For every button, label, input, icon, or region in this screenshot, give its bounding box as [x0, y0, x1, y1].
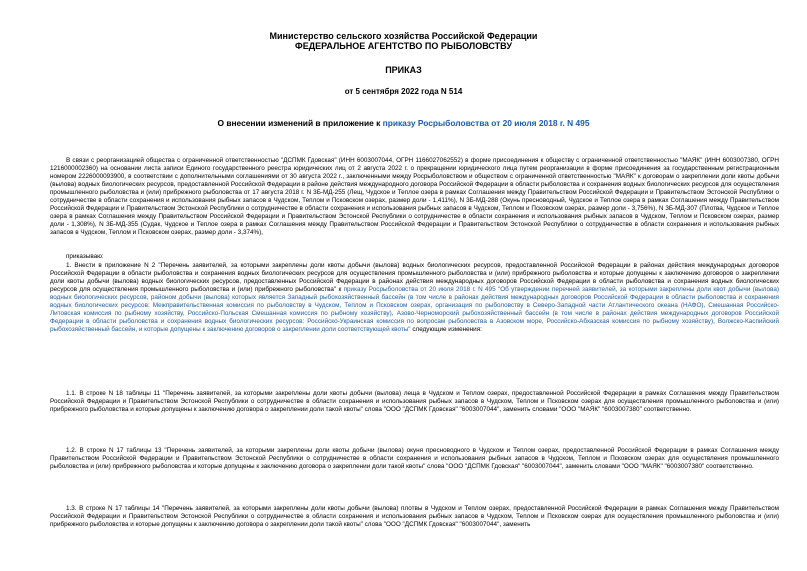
item-1-tail: следующие изменения:: [410, 326, 482, 334]
item-1-order-link[interactable]: приказу Росрыболовства от 20 июля 2018 г. N 495 "Об утверждении перечней заявителей, за которыми закреплены доли квот добычи (вылова) водных биологических ресурсов, районом добычи (вылова) которых является Западный рыбохозяйственный бассейн (в том числе в районах действия международных договоров Российской Федерации в области рыболовства и сохранения водных биологических ресурсов: Межправительственная комиссия по рыболовству в Чудском, Теплом и Псковском озерах, организация по рыболовству в Северо-Западной части Атлантического океана (НАФО), Смешанная Российско-Литовская комиссия по рыбному хозяйству, Российско-Польская Смешанная комиссия по рыбному хозяйству), Азово-Черноморский рыбохозяйственный бассейн (в том числе в районах действия международных договоров Российской Федерации в области рыболовства и сохранения водных биологических ресурсов: Российско-Украинская комиссия по вопросам рыболовства в Азовском море, Российско-Абхазская комиссия по рыбному хозяйству), Волжско-Каспийский рыбохозяйственный бассейн, и которые допущены к заключению договоров о закреплении доли соответствующей квоты": [50, 286, 779, 334]
agency-name: ФЕДЕРАЛЬНОЕ АГЕНТСТВО ПО РЫБОЛОВСТВУ: [295, 41, 512, 51]
paragraph-item-1-2: 1.2. В строке N 17 таблицы 13 "Перечень заявителей, за которыми закреплены доли квоты добычи (вылова) окуня пресноводного в Чудском и Теплом озерах, предоставленной Российской Федерации в рамках Соглашения между Правительством Российской Федерации и Правительством Эстонской Республики о сотрудничестве в области сохранения и использования рыбных запасов в Чудском, Теплом и Псковском озерах для осуществления промышленного рыболовства и (или) прибрежного рыболовства и которые допущены к заключению договора о закреплении доли такой квоты" слова "ООО "ДСПМК Гдовская" "6003007044", заменить словами "ООО "МАЯК" "6003007380" соответственно.: [50, 447, 779, 471]
paragraph-item-1: [50, 262, 779, 334]
paragraph-preamble: В связи с реорганизацией общества с ограниченной ответственностью "ДСПМК Гдовская" (ИНН 6003007044, ОГРН 1166027062552) в форме присоединения к обществу с ограниченной ответственностью "МАЯК" (ИНН 6003007380, ОГРН 1216000002360) на основании листа записи Единого государственного реестра юридических лиц от 2 августа 2022 г. о прекращении юридического лица путем реорганизации в форме присоединения за государственным регистрационным номером 2226000093900, в соответствии с дополнительными соглашениями от 30 августа 2022 г., заключенными между Росрыболовством и обществом с ограниченной ответственностью "МАЯК" к договорам о закреплении доли квоты добычи (вылова) водных биологических ресурсов, предоставленной Российской Федерации в районе действия международного договора Российской Федерации в области рыболовства и сохранения водных биологических ресурсов для осуществления промышленного рыболовства и (или) прибрежного рыболовства от 17 августа 2018 г. N 3Б-МД-255 (Лещ, Чудское и Теплое озера в рамках Соглашения между Правительством Российской Федерации и Правительством Эстонской Республики о сотрудничестве в области сохранения и использования рыбных запасов в Чудском, Теплом и Псковском озерах, размер доли - 1,411%), N 3Б-МД-288 (Окунь пресноводный, Чудское и Теплое озера в рамках Соглашения между Правительством Российской Федерации и Правительством Эстонской Республики о сотрудничестве в области сохранения и использования рыбных запасов в Чудском, Теплом и Псковском озерах, размер доли - 3,756%), N 3Б-МД-307 (Плотва, Чудское и Теплое озера в рамках Соглашения между Правительством Российской Федерации и Правительством Эстонской Республики о сотрудничестве в области сохранения и использования рыбных запасов в Чудском, Теплом и Псковском озерах, размер доли - 1,308%), N 3Б-МД-355 (Судак, Чудское и Теплое озера в рамках Соглашения между Правительством Российской Федерации и Правительством Эстонской Республики о сотрудничестве в области сохранения и использования рыбных запасов в Чудском, Теплом и Псковском озерах, размер доли - 3,374%),: [50, 157, 779, 237]
document-title: [0, 118, 807, 128]
document-type: ПРИКАЗ: [385, 65, 422, 75]
paragraph-order-word: приказываю:: [66, 253, 104, 260]
paragraph-item-1-3: 1.3. В строке N 17 таблицы 14 "Перечень заявителей, за которыми закреплены доли квоты добычи (вылова) плотвы в Чудском и Теплом озерах, предоставленной Российской Федерации в рамках Соглашения между Правительством Российской Федерации и Правительством Эстонской Республики о сотрудничестве в области сохранения и использования рыбных запасов в Чудском, Теплом и Псковском озерах для осуществления промышленного рыболовства и (или) прибрежного рыболовства и которые допущены к заключению договора о закреплении доли такой квоты" слова "ООО "ДСПМК Гдовская" "6003007044", заменить: [50, 505, 779, 529]
title-prefix: О внесении изменений в приложение к: [217, 118, 383, 128]
paragraph-item-1-1: 1.1. В строке N 18 таблицы 11 "Перечень заявителей, за которыми закреплены доли квоты добычи (вылова) леща в Чудском и Теплом озерах, предоставленной Российской Федерации в рамках Соглашения между Правительством Российской Федерации и Правительством Эстонской Республики о сотрудничестве в области сохранения и использования рыбных запасов в Чудском, Теплом и Псковском озерах для осуществления промышленного рыболовства и (или) прибрежного рыболовства и которые допущены к заключению договора о закреплении доли такой квоты" слова "ООО "ДСПМК Гдовская" "6003007044", заменить словами "ООО "МАЯК" "6003007380" соответственно.: [50, 390, 779, 414]
ministry-name: Министерство сельского хозяйства Российской Федерации: [269, 31, 538, 41]
document-date-number: от 5 сентября 2022 года N 514: [344, 87, 463, 96]
title-order-link[interactable]: приказу Росрыболовства от 20 июля 2018 г. N 495: [382, 118, 590, 128]
item-1-text: 1. Внести в приложение N 2 "Перечень заявителей, за которыми закреплены доли квоты добычи (вылова) водных биологических ресурсов, предоставленной Российской Федерации в районах действия международных договоров Российской Федерации в области рыболовства и сохранения водных биологических ресурсов для осуществления промышленного рыболовства и (или) прибрежного рыболовства и которые допущены к заключению договоров о закреплении доли квоты добычи (вылова) водных биологических ресурсов, предоставленных Российской Федерации в районах действия международных договоров Российской Федерации в области рыболовства и сохранения водных биологических ресурсов для осуществления промышленного рыболовства и (или) прибрежного рыболовства" к: [50, 262, 779, 294]
